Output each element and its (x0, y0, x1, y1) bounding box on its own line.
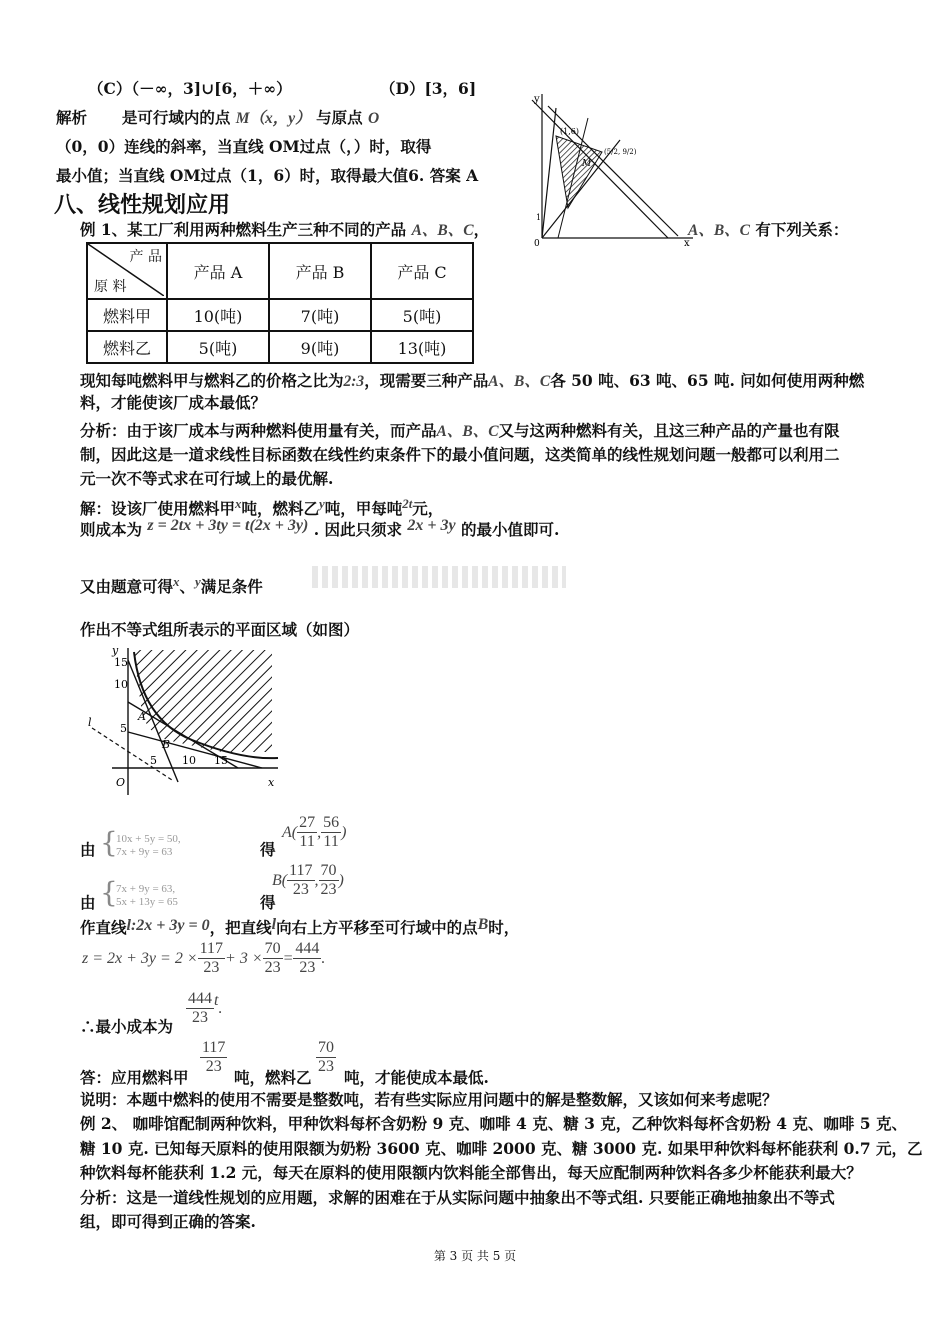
min-end: . (218, 1000, 223, 1017)
min-den: 23 (192, 1009, 208, 1026)
jiexi-line-1 (56, 108, 379, 129)
sol-2b: . 因此只须求 (313, 520, 403, 539)
a-den2: 11 (323, 833, 339, 850)
section-title: 八、线性规划应用 (54, 193, 231, 218)
answer-b: 吨，燃料乙 (234, 1068, 312, 1087)
var-y-2: y (194, 574, 201, 589)
example2-line-5: 组，即可得到正确的答案. (80, 1212, 256, 1231)
g1-x-label: x (684, 238, 690, 249)
z-end: . (321, 950, 326, 967)
header-b: 产品 B (269, 243, 371, 299)
option-d: （D）[3，6] (380, 79, 477, 98)
q-text-c: 各 50 吨、63 吨、65 吨. 问如何使用两种燃 (550, 371, 865, 390)
frac-min (186, 990, 214, 1027)
ans-den2: 23 (318, 1058, 334, 1075)
g1-origin: 0 (534, 239, 540, 249)
g2-origin: O (116, 776, 126, 789)
option-c: （C）（－∞，3]∪[6，＋∞） (88, 79, 292, 98)
example2-line-1: 例 2、 咖啡馆配制两种饮料，甲种饮料每杯含奶粉 9 克、咖啡 4 克、糖 3 克，乙种饮料每杯含奶粉 4 克、咖啡 5 克、 (80, 1114, 907, 1133)
corner-top: 产 品 (129, 249, 162, 265)
g2-tick-10: 10 (114, 678, 128, 691)
condition-line: 又由题意可得$^x$、$^y$满足条件 (80, 574, 263, 597)
example1-intro-right (688, 220, 848, 241)
g2-point-b: B (162, 738, 171, 751)
z-den1: 23 (203, 959, 220, 976)
example1-intro-tail: ， (473, 220, 490, 239)
blurred-constraint-system (312, 566, 566, 588)
example2-line-4: 分析：这是一道线性规划的应用题，求解的困难在于从实际问题中抽象出不等式组. 只要能正确地抽象出不等式 (80, 1188, 835, 1207)
products-abc-2: A、B、C (688, 222, 751, 239)
you-b: 由 (80, 893, 96, 912)
cond-b: 满足条件 (200, 577, 263, 597)
q-text-b: ，现需要三种产品 (364, 371, 489, 390)
boundary-line-1 (532, 100, 668, 238)
fuel-product-table (86, 242, 474, 364)
point-m: M（x，y） (235, 110, 311, 127)
om-line-1 (542, 108, 556, 238)
z-expr-a: z = 2x + 3y = 2 × (82, 950, 198, 967)
analysis-b: 又与这两种燃料有关，且这三种产品的产量也有限 (498, 421, 840, 440)
line-l-c: 向右上方平移至可行域中的点 (276, 918, 478, 937)
feasible-region-graph-2 (82, 640, 282, 800)
de-b: 得 (260, 893, 276, 912)
g1-point-m: M (582, 159, 592, 169)
answer-frac-1 (200, 1039, 227, 1076)
g2-tick-15: 15 (114, 656, 128, 669)
line-l-expr: l:2x + 3y = 0 (126, 917, 210, 934)
cond-a: 又由题意可得 (80, 577, 174, 597)
point-b-label: B( (272, 872, 288, 889)
sol-2a: 则成本为 (80, 520, 143, 539)
ans-num2: 70 (318, 1039, 334, 1056)
a-den1: 11 (299, 833, 315, 850)
example1-intro-text: 例 1、某工厂利用两种燃料生产三种不同的产品 (80, 220, 407, 239)
brace-a: { (100, 826, 118, 859)
relation-text: 有下列关系： (755, 220, 849, 239)
point-b-coords: B( $\frac{117}{23}$ , $\frac{70}{23}$ ) (272, 862, 344, 898)
z-expr-c: = (282, 950, 294, 967)
solution-line-1 (80, 494, 443, 519)
b-den2: 23 (320, 881, 337, 898)
point-a-label: A( (282, 824, 298, 841)
g2-tick-5: 5 (120, 722, 127, 735)
g1-y-label: y (534, 94, 540, 105)
z-den3: 23 (299, 959, 316, 976)
cell: 7(吨) (269, 299, 371, 331)
a-num1: 27 (299, 814, 316, 831)
price-ratio: 2:3 (343, 373, 365, 390)
cell: 13(吨) (371, 331, 473, 363)
de-a: 得 (260, 840, 276, 859)
question-line-1 (80, 371, 864, 392)
sol-d: 元， (412, 499, 444, 519)
cost-expression: z = 2tx + 3ty = t(2x + 3y) (147, 517, 309, 534)
frac-a1 (297, 814, 317, 851)
cell: 10(吨) (167, 299, 269, 331)
point-a-coords: A( $\frac{27}{11}$ , $\frac{56}{11}$ ) (282, 814, 347, 850)
frac-ans1 (200, 1039, 227, 1076)
a-num2: 56 (323, 814, 340, 831)
hatched-region (134, 650, 272, 752)
min-cost-label: ∴最小成本为 (80, 1017, 174, 1036)
frac-a2 (321, 814, 341, 851)
var-2t: 2t (402, 496, 413, 511)
jiexi-text-1: 是可行域内的点 (121, 108, 231, 127)
min-cost-value (186, 990, 222, 1027)
answer-c: 吨，才能使成本最低. (344, 1068, 489, 1087)
var-x-2: x (173, 574, 180, 589)
page-footer: 第 3 页 共 5 页 (433, 1249, 517, 1263)
point-b-symbol: B (477, 916, 489, 933)
min-num: 444 (188, 990, 212, 1007)
objective-expression: 2x + 3y (407, 517, 456, 534)
z-num2: 70 (264, 940, 281, 957)
answer-a: 答：应用燃料甲 (80, 1068, 189, 1087)
analysis-line-2: 制，因此这是一道求线性目标函数在线性约束条件下的最小值问题，这类简单的线性规划问题一般都可以利用二 (80, 445, 840, 464)
jiexi-line-2: （0，0）连线的斜率，当直线 OM过点（，）时，取得 (56, 137, 432, 156)
line-l-a: 作直线 (80, 918, 127, 937)
sol-c: 吨，甲每吨 (324, 499, 403, 519)
header-c: 产品 C (371, 243, 473, 299)
g2-xtick-5: 5 (150, 754, 157, 767)
ans-num1: 117 (202, 1039, 226, 1056)
g1-point-1-6: (1,6) (560, 127, 579, 136)
g1-point-2: (5/2, 9/2) (604, 148, 637, 156)
corner-cell (87, 243, 167, 299)
g1-tick-1: 1 (536, 213, 542, 222)
frac-z2 (263, 940, 283, 977)
cell: 9(吨) (269, 331, 371, 363)
jiexi-text-2: 与原点 (316, 108, 363, 127)
analysis-a: 分析：由于该厂成本与两种燃料使用量有关，而产品 (80, 421, 437, 440)
g2-xtick-15: 15 (214, 754, 228, 767)
corner-bottom: 原 料 (94, 279, 127, 295)
frac-b2 (319, 862, 339, 899)
frac-ans2 (316, 1039, 336, 1076)
table-row (87, 299, 473, 331)
products-abc-4: A、B、C (436, 423, 499, 440)
line-l-statement (80, 918, 519, 939)
example1-intro (80, 220, 489, 241)
z-den2: 23 (264, 959, 281, 976)
sys-b-eq2: 5x + 13y = 65 (116, 896, 178, 908)
jiexi-line-3: 最小值；当直线 OM过点（1，6）时，取得最大值6. 答案 A (56, 166, 479, 185)
header-a: 产品 A (167, 243, 269, 299)
example2-line-2: 糖 10 克. 已知每天原料的使用限额为奶粉 3600 克、咖啡 2000 克、糖 3000 克. 如果甲种饮料每杯能获利 0.7 元，乙 (80, 1139, 923, 1158)
line-l-symbol: l (271, 916, 277, 933)
feasible-region-graph-1 (528, 88, 698, 250)
sol-2c: 的最小值即可. (461, 520, 560, 539)
var-x: x (235, 496, 242, 511)
analysis-line-1 (80, 421, 840, 442)
row-name: 燃料乙 (87, 331, 167, 363)
line-l-d: 时， (488, 918, 520, 937)
g2-x-label: x (268, 776, 275, 789)
row-name: 燃料甲 (87, 299, 167, 331)
sys-b-eq1: 7x + 9y = 63, (116, 883, 176, 895)
cell: 5(吨) (371, 299, 473, 331)
z-expr-b: + 3 × (225, 950, 263, 967)
cell: 5(吨) (167, 331, 269, 363)
answer-frac-2 (316, 1039, 336, 1076)
min-t: t (214, 992, 219, 1009)
note-line: 说明：本题中燃料的使用不需要是整数吨，若有些实际应用问题中的解是整数解，又该如何来考虑呢？ (80, 1090, 778, 1109)
ans-den1: 23 (205, 1058, 222, 1075)
jiexi-label: 解析 (56, 108, 88, 127)
sol-b: 吨，燃料乙 (241, 499, 319, 519)
var-y: y (318, 496, 325, 511)
g2-xtick-10: 10 (182, 754, 196, 767)
line-l-b: ，把直线 (209, 918, 272, 937)
solution-line-2 (80, 517, 560, 541)
b-den1: 23 (292, 881, 309, 898)
brace-b: { (100, 876, 118, 909)
table-row (87, 331, 473, 363)
z-num1: 117 (199, 940, 224, 957)
sys-a-eq1: 10x + 5y = 50, (116, 833, 181, 845)
products-abc: A、B、C (411, 222, 474, 239)
frac-z1 (198, 940, 225, 977)
g2-y-label: y (112, 644, 119, 657)
z-expression (82, 940, 325, 977)
g2-point-a: A (138, 710, 146, 723)
b-num2: 70 (320, 862, 337, 879)
b-num1: 117 (289, 862, 313, 879)
you-a: 由 (80, 840, 96, 859)
analysis-line-3: 元一次不等式求在可行域上的最优解. (80, 469, 334, 488)
question-line-2: 料，才能使该厂成本最低？ (80, 393, 267, 412)
g2-line-l: l (88, 716, 92, 729)
products-abc-3: A、B、C (488, 373, 551, 390)
origin-o: O (368, 110, 380, 127)
q-text-a: 现知每吨燃料甲与燃料乙的价格之比为 (80, 371, 344, 390)
frac-z3 (293, 940, 321, 977)
sys-a-eq2: 7x + 9y = 63 (116, 846, 173, 858)
sol-a: 解：设该厂使用燃料甲 (80, 499, 236, 519)
frac-b1 (287, 862, 314, 899)
region-line: 作出不等式组所表示的平面区域（如图） (80, 620, 360, 639)
z-num3: 444 (295, 940, 320, 957)
example2-line-3: 种饮料每杯能获利 1.2 元，每天在原料的使用限额内饮料能全部售出，每天应配制两种饮料各多少杯能获利最大？ (80, 1163, 862, 1182)
